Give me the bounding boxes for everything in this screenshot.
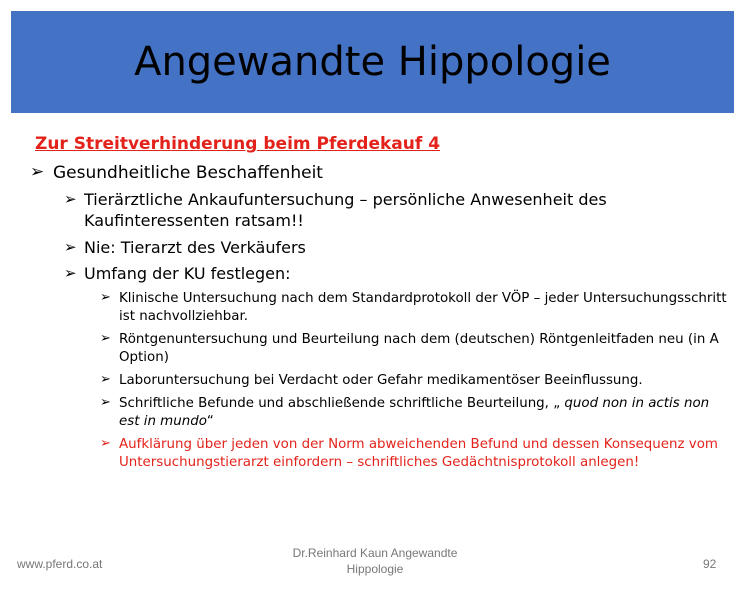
arrow-bullet-icon: ➢ (100, 372, 111, 387)
bullet-text: Laboruntersuchung bei Verdacht oder Gefahr medikamentöser Beeinflussung. (119, 373, 643, 388)
bullet-text: Aufklärung über jeden von der Norm abweichenden Befund und dessen Konsequenz vom Untersuchungstierarzt einfordern – schriftliches Gedächtnisprotokoll anlegen! (119, 437, 718, 470)
arrow-bullet-icon: ➢ (30, 162, 45, 182)
bullet-text: Nie: Tierarzt des Verkäufers (84, 238, 306, 257)
bullet-level3 (100, 395, 727, 431)
bullet-text-suffix: “ (206, 414, 214, 429)
arrow-bullet-icon: ➢ (100, 395, 111, 410)
bullet-level2 (64, 189, 694, 231)
footer-author-line2: Hippologie (346, 562, 404, 576)
bullet-text: Gesundheitliche Beschaffenheit (53, 163, 323, 183)
slide-subtitle: Zur Streitverhinderung beim Pferdekauf 4 (35, 134, 441, 154)
bullet-level2 (64, 263, 694, 284)
bullet-text: Klinische Untersuchung nach dem Standardprotokoll der VÖP – jeder Untersuchungsschritt ist nachvollziehbar. (119, 291, 727, 324)
bullet-level2 (64, 237, 694, 258)
bullet-text (119, 395, 727, 431)
bullet-text: Tierärztliche Ankaufuntersuchung – persönliche Anwesenheit des Kaufinteressenten ratsam!! (84, 190, 607, 230)
arrow-bullet-icon: ➢ (64, 190, 77, 208)
footer-website: www.pferd.co.at (17, 557, 103, 571)
arrow-bullet-icon: ➢ (64, 264, 77, 282)
footer-author (270, 545, 480, 577)
bullet-text: Umfang der KU festlegen: (84, 264, 291, 283)
arrow-bullet-icon: ➢ (100, 436, 111, 451)
title-bar (11, 11, 734, 113)
arrow-bullet-icon: ➢ (64, 238, 77, 256)
bullet-level3 (100, 290, 727, 326)
footer-author-line1: Dr.Reinhard Kaun Angewandte (292, 546, 458, 560)
latin-quote: quod non in actis non est in mundo (119, 396, 710, 429)
bullet-level3 (100, 372, 727, 390)
bullet-text: Röntgenuntersuchung und Beurteilung nach dem (deutschen) Röntgenleitfaden neu (in A Option) (119, 332, 719, 365)
footer-page-number: 92 (703, 557, 717, 571)
slide-title: Angewandte Hippologie (134, 39, 611, 85)
bullet-text-prefix: Schriftliche Befunde und abschließende schriftliche Beurteilung, „ (119, 396, 565, 411)
bullet-level3 (100, 331, 727, 367)
arrow-bullet-icon: ➢ (100, 290, 111, 305)
bullet-level1 (30, 162, 693, 184)
bullet-level3-highlight (100, 436, 727, 472)
arrow-bullet-icon: ➢ (100, 331, 111, 346)
